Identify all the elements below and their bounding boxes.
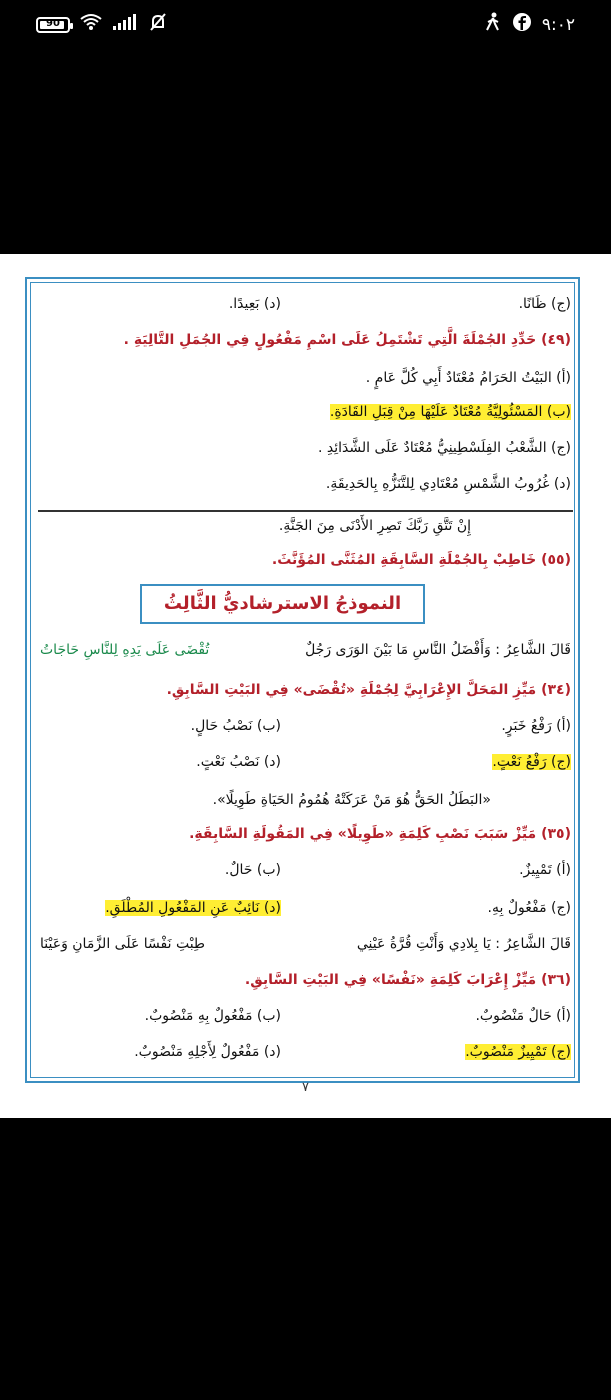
status-left bbox=[36, 12, 168, 37]
battery-icon bbox=[36, 17, 70, 33]
option-a: (أ) تَمْيِيزٌ. bbox=[519, 862, 571, 878]
option-b: (ب) نَصْبُ حَالٍ. bbox=[190, 718, 281, 734]
signal-icon bbox=[112, 13, 138, 36]
verse-first-half: قَالَ الشَّاعِرُ : يَا بِلادِي وَأَنْتِ قُرَّةُ عَيْنِي bbox=[356, 936, 571, 952]
page-border-inner bbox=[30, 282, 575, 1078]
walk-icon bbox=[484, 12, 502, 37]
question-49: (٤٩) حَدِّدِ الجُمْلَةَ الَّتِي تَشْتَمِلُ عَلَى اسْمِ مَفْعُولٍ فِي الجُمَلِ التَّالِيَةِ . bbox=[123, 332, 571, 348]
wifi-icon bbox=[80, 13, 102, 36]
option-b bbox=[40, 404, 571, 420]
highlighted-answer: (ب) المَسْئُولِيَّةُ مُعْتَادٌ عَلَيْهَا مِنْ قِبَلِ القَادَةِ. bbox=[329, 404, 571, 420]
option-d: (د) نَصْبُ نَعْتٍ. bbox=[196, 754, 281, 770]
question-35: (٣٥) مَيِّزْ سَبَبَ نَصْبِ كَلِمَةِ «طَوِيلًا» فِي المَقُولَةِ السَّابِقَةِ. bbox=[189, 826, 571, 842]
page-number: ٧ bbox=[302, 1080, 309, 1095]
option-a: (أ) البَيْتُ الحَرَامُ مُعْتَادٌ أَبِي كُلَّ عَامٍ . bbox=[365, 370, 571, 386]
verse-second-half-text: طِبْتِ نَفْسًا عَلَى الزَّمَانِ وَعَيْنَا bbox=[40, 936, 206, 952]
document-page bbox=[0, 254, 611, 1118]
muted-bell-icon bbox=[148, 12, 168, 37]
option-b: (ب) حَالٌ. bbox=[224, 862, 281, 878]
status-right bbox=[484, 12, 575, 37]
option-a: (أ) رَفْعُ خَبَرٍ. bbox=[501, 718, 571, 734]
option-d: (د) غُرُوبُ الشَّمْسِ مُعْتَادِي لِلتَّنَزُّهِ بِالحَدِيقَةِ. bbox=[325, 476, 571, 492]
highlighted-answer: (د) نَائِبٌ عَنِ المَفْعُولِ المُطْلَقِ. bbox=[105, 900, 281, 916]
option-d: (د) مَفْعُولٌ لِأَجْلِهِ مَنْصُوبٌ. bbox=[134, 1044, 281, 1060]
option-c: (ج) الشَّعْبُ الفِلَسْطِينِيُّ مُعْتَادٌ عَلَى الشَّدَائِدِ . bbox=[318, 440, 571, 456]
highlighted-answer: (ج) تَمْيِيزٌ مَنْصُوبٌ. bbox=[465, 1044, 571, 1060]
clock: ٩:٠٢ bbox=[541, 14, 575, 35]
highlighted-answer: (ج) رَفْعُ نَعْتٍ. bbox=[492, 754, 571, 770]
option-a: (أ) حَالٌ مَنْصُوبٌ. bbox=[475, 1008, 571, 1024]
question-55: (٥٥) خَاطِبْ بِالجُمْلَةِ السَّابِقَةِ المُثَنَّى المُؤَنَّثَ. bbox=[271, 552, 571, 568]
verse-second-half: تُقْضَى عَلَى يَدِهِ لِلنَّاسِ حَاجَاتُ bbox=[40, 642, 210, 658]
option-c: (ج) ظَانًا. bbox=[518, 296, 571, 312]
quote: «البَطَلُ الحَقُّ هُوَ مَنْ عَرَكَتْهُ هُمُومُ الحَيَاةِ طَوِيلًا». bbox=[212, 792, 491, 808]
option-c: (ج) مَفْعُولٌ بِهِ. bbox=[487, 900, 571, 916]
option-d: (د) بَعِيدًا. bbox=[228, 296, 281, 312]
verse-first-half: قَالَ الشَّاعِرُ : وَأَفْضَلُ النَّاسِ مَا بَيْنَ الوَرَى رَجُلٌ bbox=[305, 642, 571, 658]
status-bar bbox=[0, 0, 611, 50]
section-divider bbox=[38, 510, 573, 512]
sentence: إِنْ تَتَّقِ رَبَّكَ تَصِرِ الأَدْنَى مِنَ الجَنَّةِ. bbox=[278, 518, 471, 534]
question-34: (٣٤) مَيِّزِ المَحَلَّ الإِعْرَابِيَّ لِجُمْلَةِ «تُقْضَى» فِي البَيْتِ السَّابِقِ. bbox=[166, 682, 571, 698]
option-b: (ب) مَفْعُولٌ بِهِ مَنْصُوبٌ. bbox=[144, 1008, 281, 1024]
question-36: (٣٦) مَيِّزْ إِعْرَابَ كَلِمَةِ «نَفْسًا» فِي البَيْتِ السَّابِقِ. bbox=[244, 972, 571, 988]
battery-level: 90 bbox=[46, 17, 60, 29]
facebook-icon bbox=[512, 12, 532, 37]
model-title: النموذجُ الاسترشاديُّ الثَّالِثُ bbox=[140, 584, 425, 624]
